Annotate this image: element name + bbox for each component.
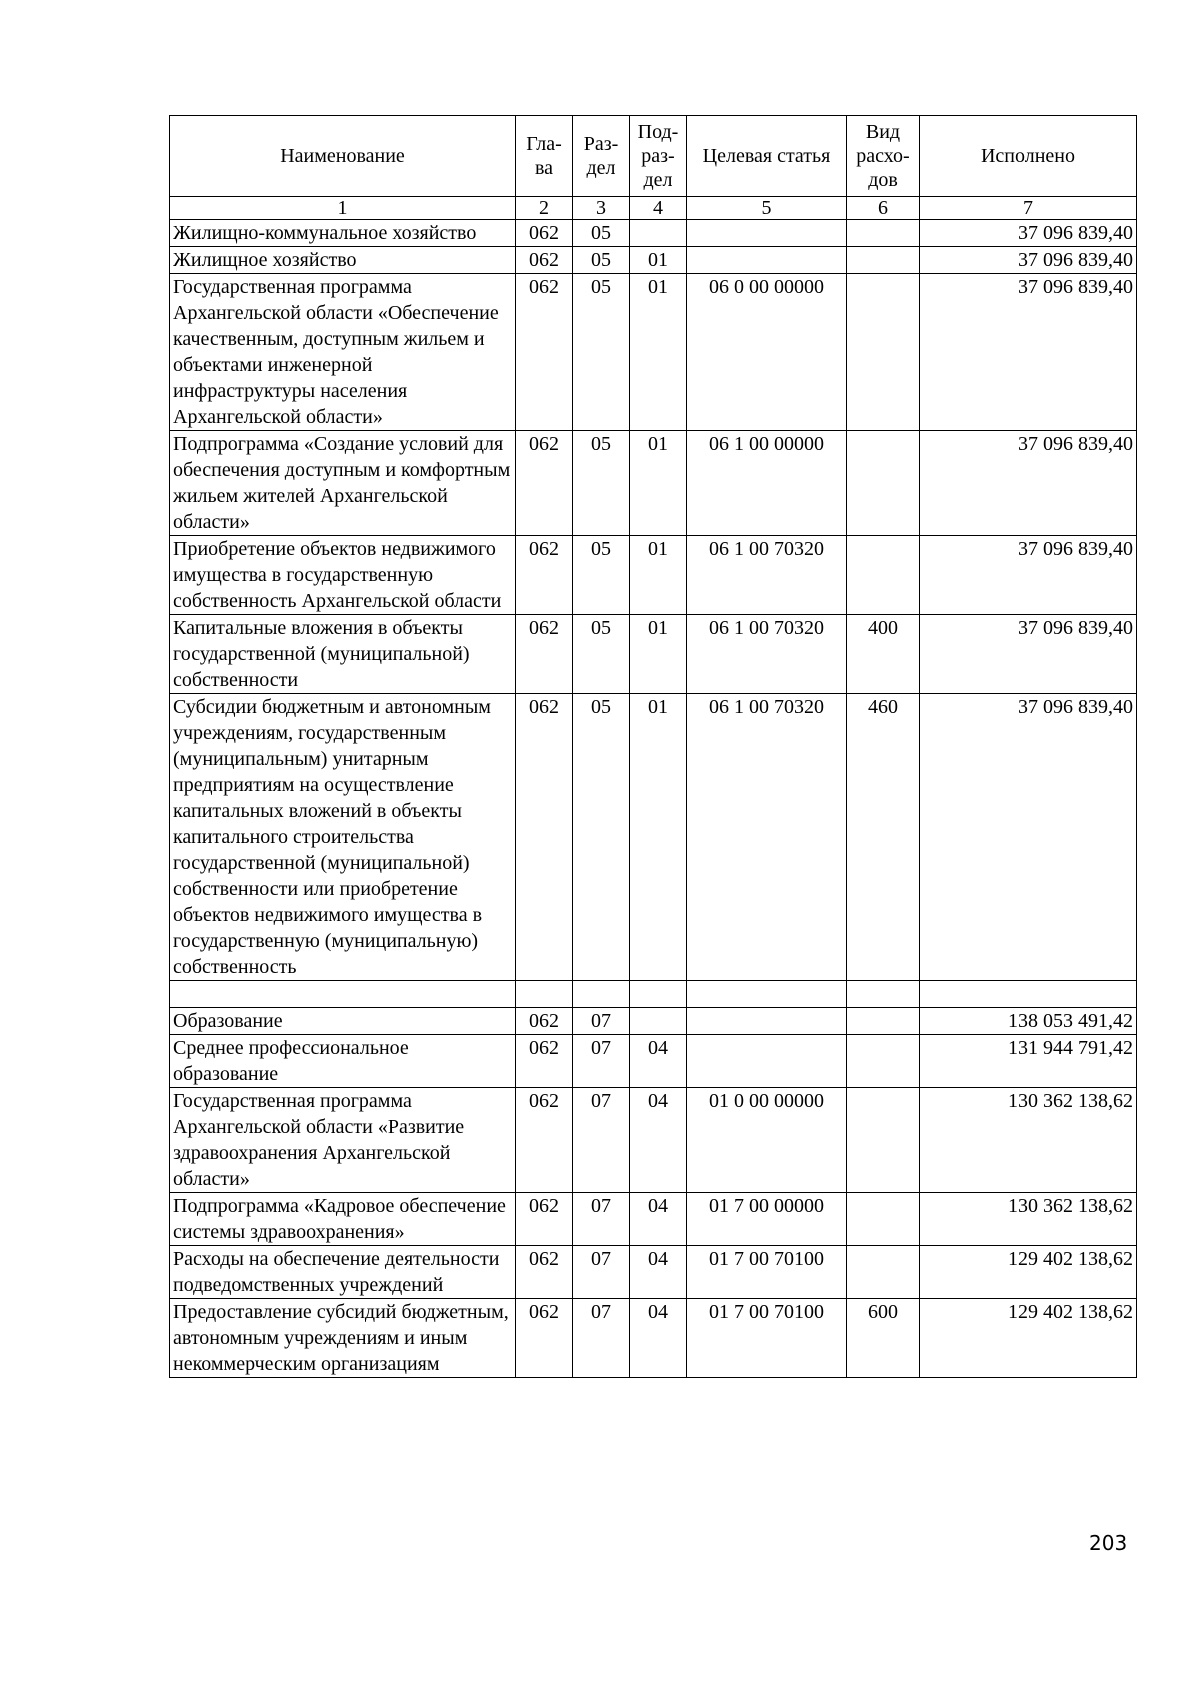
column-number: 7: [920, 197, 1137, 220]
cell-name: Жилищное хозяйство: [170, 247, 516, 274]
cell-kind: [847, 220, 920, 247]
cell-target: 01 7 00 70100: [687, 1246, 847, 1299]
cell-chapter: 062: [516, 431, 573, 536]
cell-amount: 37 096 839,40: [920, 247, 1137, 274]
cell-kind: [847, 1246, 920, 1299]
cell-section: 05: [573, 536, 630, 615]
cell-section: 07: [573, 1246, 630, 1299]
header-subsection: Под-раз-дел: [630, 116, 687, 197]
cell-kind: [847, 1088, 920, 1193]
column-number: 2: [516, 197, 573, 220]
cell-name: Образование: [170, 1008, 516, 1035]
cell-target: [687, 220, 847, 247]
cell-name: Расходы на обеспечение деятельности подведомственных учреждений: [170, 1246, 516, 1299]
cell-section: 05: [573, 694, 630, 981]
cell-subsection: 01: [630, 431, 687, 536]
cell-target: 06 0 00 00000: [687, 274, 847, 431]
cell-section: 05: [573, 615, 630, 694]
cell-subsection: [630, 220, 687, 247]
cell-amount: 37 096 839,40: [920, 536, 1137, 615]
cell-name: Приобретение объектов недвижимого имущества в государственную собственность Архангельской области: [170, 536, 516, 615]
cell-subsection: 04: [630, 1035, 687, 1088]
cell-name: Государственная программа Архангельской области «Обеспечение качественным, доступным жильем и объектами инженерной инфраструктуры населения Архангельской области»: [170, 274, 516, 431]
column-number: 5: [687, 197, 847, 220]
table-row: [170, 1193, 1137, 1246]
cell-chapter: 062: [516, 694, 573, 981]
cell-target: 01 0 00 00000: [687, 1088, 847, 1193]
cell-chapter: 062: [516, 1088, 573, 1193]
column-number-row: [170, 197, 1137, 220]
column-number: 1: [170, 197, 516, 220]
table-row: [170, 1035, 1137, 1088]
cell-name: Государственная программа Архангельской области «Развитие здравоохранения Архангельской области»: [170, 1088, 516, 1193]
header-chapter: Гла-ва: [516, 116, 573, 197]
header-name: Наименование: [170, 116, 516, 197]
cell-section: 07: [573, 1299, 630, 1378]
cell-section: 05: [573, 431, 630, 536]
cell-chapter: 062: [516, 536, 573, 615]
cell-chapter: 062: [516, 615, 573, 694]
cell-chapter: 062: [516, 1193, 573, 1246]
cell-subsection: 04: [630, 1193, 687, 1246]
cell-chapter: 062: [516, 1299, 573, 1378]
cell-kind: [847, 1193, 920, 1246]
column-number: 3: [573, 197, 630, 220]
cell-chapter: 062: [516, 1008, 573, 1035]
cell-target: 06 1 00 70320: [687, 694, 847, 981]
cell-amount: 130 362 138,62: [920, 1193, 1137, 1246]
cell-section: 05: [573, 220, 630, 247]
cell-kind: [847, 431, 920, 536]
cell-subsection: 01: [630, 694, 687, 981]
cell-subsection: [630, 1008, 687, 1035]
table-header: [170, 116, 1137, 220]
cell-target: [687, 247, 847, 274]
cell-subsection: 01: [630, 247, 687, 274]
table-row: [170, 1008, 1137, 1035]
table-row: [170, 247, 1137, 274]
cell-subsection: [630, 981, 687, 1008]
cell-chapter: 062: [516, 1035, 573, 1088]
cell-kind: [847, 1035, 920, 1088]
cell-chapter: 062: [516, 220, 573, 247]
cell-name: Среднее профессиональное образование: [170, 1035, 516, 1088]
cell-section: 05: [573, 247, 630, 274]
cell-amount: 37 096 839,40: [920, 220, 1137, 247]
cell-kind: 460: [847, 694, 920, 981]
cell-amount: 37 096 839,40: [920, 274, 1137, 431]
cell-kind: [847, 274, 920, 431]
cell-section: 07: [573, 1008, 630, 1035]
cell-target: 01 7 00 70100: [687, 1299, 847, 1378]
cell-kind: [847, 1008, 920, 1035]
cell-subsection: 01: [630, 536, 687, 615]
cell-target: [687, 1035, 847, 1088]
cell-name: Предоставление субсидий бюджетным, автономным учреждениям и иным некоммерческим организациям: [170, 1299, 516, 1378]
cell-name: [170, 981, 516, 1008]
cell-amount: 131 944 791,42: [920, 1035, 1137, 1088]
table-row: [170, 981, 1137, 1008]
table-row: [170, 1246, 1137, 1299]
header-target: Целевая статья: [687, 116, 847, 197]
table-row: [170, 220, 1137, 247]
table-row: [170, 615, 1137, 694]
cell-amount: 37 096 839,40: [920, 431, 1137, 536]
column-number: 4: [630, 197, 687, 220]
cell-subsection: 01: [630, 615, 687, 694]
cell-amount: 129 402 138,62: [920, 1299, 1137, 1378]
table-row: [170, 694, 1137, 981]
cell-name: Субсидии бюджетным и автономным учреждениям, государственным (муниципальным) унитарным предприятиям на осуществление капитальных вложений в объекты капитального строительства государственной (муниципальной) собственности или приобретение объектов недвижимого имущества в государственную (муниципальную) собственность: [170, 694, 516, 981]
cell-amount: [920, 981, 1137, 1008]
cell-kind: 600: [847, 1299, 920, 1378]
cell-chapter: 062: [516, 1246, 573, 1299]
table-row: [170, 274, 1137, 431]
cell-kind: [847, 247, 920, 274]
budget-table: [169, 115, 1137, 1378]
cell-section: [573, 981, 630, 1008]
cell-name: Подпрограмма «Создание условий для обеспечения доступным и комфортным жильем жителей Архангельской области»: [170, 431, 516, 536]
table-row: [170, 1088, 1137, 1193]
cell-target: [687, 1008, 847, 1035]
cell-name: Жилищно-коммунальное хозяйство: [170, 220, 516, 247]
cell-name: Подпрограмма «Кадровое обеспечение системы здравоохранения»: [170, 1193, 516, 1246]
cell-subsection: 04: [630, 1088, 687, 1193]
cell-kind: [847, 536, 920, 615]
cell-chapter: 062: [516, 247, 573, 274]
cell-amount: 129 402 138,62: [920, 1246, 1137, 1299]
cell-name: Капитальные вложения в объекты государственной (муниципальной) собственности: [170, 615, 516, 694]
cell-subsection: 04: [630, 1246, 687, 1299]
cell-subsection: 04: [630, 1299, 687, 1378]
cell-section: 07: [573, 1193, 630, 1246]
cell-subsection: 01: [630, 274, 687, 431]
cell-section: 07: [573, 1088, 630, 1193]
table-body: [170, 220, 1137, 1378]
cell-section: 07: [573, 1035, 630, 1088]
cell-target: [687, 981, 847, 1008]
cell-amount: 130 362 138,62: [920, 1088, 1137, 1193]
cell-amount: 138 053 491,42: [920, 1008, 1137, 1035]
header-amount: Исполнено: [920, 116, 1137, 197]
cell-target: 06 1 00 00000: [687, 431, 847, 536]
cell-kind: [847, 981, 920, 1008]
header-kind: Вид расхо-дов: [847, 116, 920, 197]
cell-target: 06 1 00 70320: [687, 536, 847, 615]
table-row: [170, 536, 1137, 615]
page-number: 203: [1089, 1531, 1128, 1555]
header-section: Раз-дел: [573, 116, 630, 197]
cell-chapter: [516, 981, 573, 1008]
cell-chapter: 062: [516, 274, 573, 431]
column-number: 6: [847, 197, 920, 220]
cell-amount: 37 096 839,40: [920, 694, 1137, 981]
cell-target: 01 7 00 00000: [687, 1193, 847, 1246]
table-row: [170, 431, 1137, 536]
table-row: [170, 1299, 1137, 1378]
cell-amount: 37 096 839,40: [920, 615, 1137, 694]
cell-section: 05: [573, 274, 630, 431]
cell-target: 06 1 00 70320: [687, 615, 847, 694]
cell-kind: 400: [847, 615, 920, 694]
